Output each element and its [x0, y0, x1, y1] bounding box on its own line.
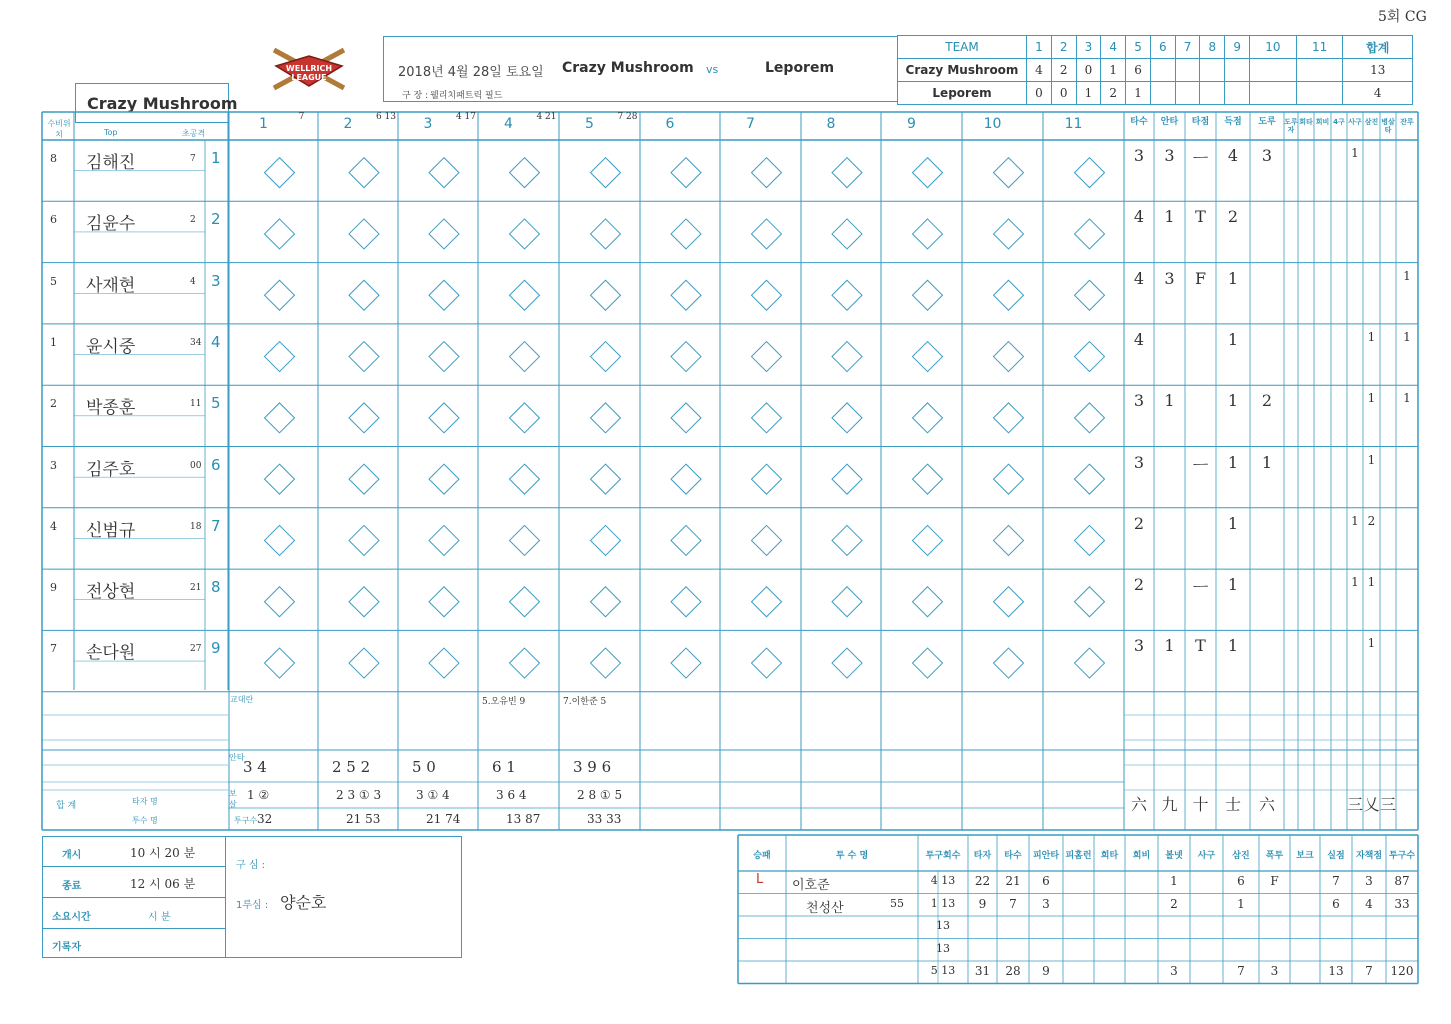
inning-hits: 3 4 — [243, 758, 267, 776]
inning-header: 6 — [665, 116, 675, 132]
pitching-header: 보크 — [1296, 851, 1314, 861]
stat-total: 十 — [1192, 795, 1209, 814]
score-cell: 0 — [1027, 82, 1052, 105]
player-stat: 3 — [1133, 636, 1145, 656]
stat-header: 타수 — [1130, 117, 1148, 127]
pitching-innings: 13 — [936, 919, 950, 932]
player-stat: 1 — [1164, 391, 1175, 411]
player-stat: 1 — [1367, 575, 1376, 590]
player-stat: 1 — [1367, 391, 1376, 406]
player-stat: ㅡ — [1192, 149, 1209, 168]
inning-pitch-count: 33 33 — [587, 812, 622, 826]
batting-order: 9 — [211, 639, 221, 658]
pitching-header: 피홈런 — [1065, 851, 1092, 861]
recorder-label: 기록자 — [52, 942, 81, 953]
stat-header: 도루 — [1258, 117, 1276, 127]
inning-walks: 3 ① 4 — [416, 788, 450, 802]
inning-9: 9 — [1225, 36, 1250, 59]
player-stat: 4 — [1227, 146, 1239, 165]
inning-walks: 2 3 ① 3 — [336, 788, 382, 802]
pitcher-number: 55 — [890, 896, 904, 910]
player-position: 4 — [50, 519, 57, 533]
pitch-count-label: 투구수 — [234, 816, 258, 825]
home-team-name: Crazy Mushroom — [562, 60, 694, 76]
pitching-header: 자책점 — [1355, 851, 1383, 861]
player-stat: 1 — [1261, 452, 1273, 472]
pitching-stat: 7 — [1332, 874, 1340, 888]
pitching-stat: 3 — [1170, 964, 1178, 978]
player-stat: 1 — [1227, 268, 1239, 288]
start-time: 10 시 20 분 — [130, 846, 196, 860]
pitching-stat: 7 — [1009, 896, 1017, 911]
pitching-stat: 4 — [1365, 896, 1373, 911]
total-cell: 13 — [1343, 59, 1413, 82]
player-stat: F — [1194, 268, 1207, 288]
pitching-stat: F — [1270, 874, 1279, 888]
player-stat: 1 — [1351, 575, 1359, 590]
pitcher-name: 천성산 — [806, 900, 844, 916]
inning-header: 9 — [907, 116, 916, 132]
batting-order: 6 — [211, 455, 221, 474]
player-stat: 2 — [1367, 513, 1376, 528]
totals-label: 합 계 — [56, 801, 77, 811]
player-stat: 3 — [1133, 146, 1145, 165]
vs-label: vs — [706, 63, 719, 76]
team-row-1: Crazy Mushroom — [898, 59, 1027, 82]
inning-note: 4 21 — [536, 112, 557, 122]
pitching-stat: 120 — [1390, 964, 1414, 978]
stat-total: 三 — [1347, 795, 1364, 814]
pitcher-label: 투수 명 — [132, 816, 158, 825]
player-stat: 1 — [1227, 636, 1239, 656]
inning-header: 1 — [259, 116, 268, 132]
duration-value: 시 분 — [148, 912, 171, 923]
inning-header: 11 — [1064, 116, 1083, 132]
pitching-header: 볼넷 — [1165, 851, 1183, 861]
first-inning-label: 초공격 — [182, 129, 206, 138]
inning-11: 11 — [1296, 36, 1343, 59]
pitching-stat: 9 — [1042, 964, 1050, 978]
pitching-stat: 3 — [1365, 874, 1373, 888]
start-label: 개시 — [62, 850, 82, 861]
hits-label: 안타 — [229, 753, 245, 762]
player-stat: ㅡ — [1192, 455, 1209, 475]
player-stat: 1 — [1227, 575, 1239, 595]
player-number: 4 — [190, 276, 196, 287]
inning-7: 7 — [1175, 36, 1200, 59]
umpire-label: 구 심 : — [236, 860, 266, 871]
player-name: 사재현 — [86, 275, 136, 296]
inning-header: 4 — [504, 116, 513, 132]
stat-total: 六 — [1130, 795, 1147, 814]
player-stat: 1 — [1164, 636, 1175, 656]
player-stat: 2 — [1133, 513, 1145, 533]
stat-header: 삼진 — [1364, 118, 1379, 126]
batting-order: 4 — [211, 332, 221, 351]
stat-header: 희비 — [1315, 118, 1330, 126]
pitching-header: 희타 — [1100, 851, 1119, 861]
pitching-header: 투구수 — [1388, 851, 1416, 861]
venue-label: 구 장 : — [402, 91, 429, 101]
total-cell: 4 — [1343, 82, 1413, 105]
player-position: 8 — [50, 152, 57, 165]
pitching-header: 폭투 — [1265, 851, 1284, 861]
pitching-stat: 2 — [1170, 896, 1178, 911]
stat-header: 잔루 — [1400, 118, 1414, 126]
team-header: TEAM — [898, 36, 1027, 59]
team-row-2: Leporem — [898, 82, 1027, 105]
player-stat: 3 — [1164, 268, 1175, 288]
score-cell: 1 — [1076, 82, 1101, 105]
inning-header: 2 — [343, 116, 353, 132]
score-cell: 6 — [1126, 59, 1151, 82]
batting-order: 3 — [211, 271, 221, 290]
inning-2: 2 — [1051, 36, 1076, 59]
pitching-innings: 1 13 — [930, 896, 956, 910]
inning-pitch-count: 21 74 — [426, 812, 461, 826]
total-header: 합계 — [1343, 36, 1413, 59]
pitching-innings: 4 13 — [930, 874, 956, 887]
pitching-stat: 1 — [1237, 896, 1245, 911]
corner-note: 5회 CG — [1378, 9, 1427, 25]
batting-order: 5 — [211, 394, 221, 413]
inning-note: 6 13 — [375, 112, 397, 122]
player-position: 5 — [50, 274, 57, 288]
inning-3: 3 — [1076, 36, 1101, 59]
player-name: 손다원 — [86, 643, 136, 664]
inning-hits: 6 1 — [492, 758, 516, 776]
inning-note: 4 17 — [455, 112, 477, 122]
stat-header: 득점 — [1224, 117, 1242, 127]
player-stat: 2 — [1261, 391, 1273, 411]
stat-header: 안타 — [1160, 117, 1179, 127]
first-base-label: 1루심 : — [236, 900, 269, 911]
player-stat: 3 — [1133, 452, 1145, 472]
player-name: 김윤수 — [86, 214, 136, 235]
pitching-header: 타수 — [1004, 851, 1022, 861]
pitching-stat: 9 — [978, 896, 987, 911]
batting-order: 7 — [211, 516, 221, 535]
pitching-stat: 87 — [1394, 874, 1410, 888]
away-team-name: Leporem — [765, 60, 835, 76]
substitution: 7.이한준 5 — [563, 697, 607, 707]
duration-label: 소요시간 — [52, 912, 91, 923]
pitching-stat: 6 — [1237, 874, 1245, 888]
pitching-stat: 7 — [1365, 964, 1373, 978]
inning-walks: 3 6 4 — [496, 788, 527, 802]
player-name: 신범규 — [86, 520, 136, 541]
player-number: 2 — [190, 215, 196, 226]
stat-header: 병살타 — [1381, 118, 1395, 134]
player-position: 2 — [50, 397, 57, 411]
pitching-innings: 13 — [936, 941, 950, 955]
pitching-stat: 6 — [1042, 874, 1050, 888]
stat-total: 九 — [1161, 795, 1178, 814]
player-stat: 1 — [1227, 391, 1239, 411]
batting-order: 1 — [211, 149, 221, 167]
pitching-stat: 7 — [1237, 964, 1245, 978]
inning-walks: 2 8 ① 5 — [577, 788, 623, 802]
score-cell: 2 — [1101, 82, 1126, 105]
player-stat: T — [1195, 636, 1206, 656]
inning-note: 7 — [298, 112, 305, 122]
player-stat: 1 — [1367, 452, 1376, 467]
stat-header: 사구 — [1348, 118, 1362, 126]
sheet-team-name: Crazy Mushroom — [87, 94, 238, 113]
player-stat: 1 — [1367, 636, 1376, 651]
player-stat: 4 — [1133, 268, 1145, 288]
first-base-umpire: 양순호 — [280, 893, 327, 912]
stat-header: 도루자 — [1284, 118, 1298, 134]
end-label: 종료 — [62, 881, 82, 892]
player-number: 27 — [190, 644, 202, 655]
pitching-stat: 21 — [1005, 874, 1021, 888]
stat-header: 타점 — [1191, 117, 1210, 127]
stat-header: 희타 — [1299, 118, 1313, 126]
pitching-header: 타자 — [973, 851, 992, 861]
player-number: 11 — [190, 399, 202, 410]
player-position: 9 — [50, 581, 57, 595]
player-stat: 1 — [1227, 452, 1239, 472]
game-date: 2018년 4월 28일 토요일 — [398, 65, 544, 80]
inning-hits: 5 0 — [412, 758, 436, 776]
player-position: 1 — [50, 335, 57, 349]
inning-header: 10 — [983, 116, 1002, 132]
inning-walks: 1 ② — [247, 788, 270, 802]
player-stat: 4 — [1133, 329, 1145, 349]
pitching-stat: 31 — [974, 964, 991, 978]
player-stat: T — [1195, 207, 1206, 227]
player-name: 김주호 — [86, 459, 136, 480]
player-position: 7 — [50, 642, 57, 656]
pitching-stat: 33 — [1394, 896, 1410, 911]
inning-note: 7 28 — [617, 112, 638, 122]
pitching-stat: 3 — [1270, 964, 1279, 978]
inning-header: 3 — [423, 116, 433, 132]
pitching-header: 승패 — [753, 851, 771, 861]
player-name: 윤시중 — [86, 336, 136, 357]
player-stat: 3 — [1164, 146, 1175, 165]
player-stat: 1 — [1403, 391, 1411, 406]
pitching-header: 투 수 명 — [835, 851, 869, 861]
pitching-header: 실점 — [1327, 851, 1345, 861]
player-stat: 1 — [1403, 329, 1411, 344]
batting-order: 8 — [211, 578, 221, 597]
player-position: 3 — [50, 458, 57, 472]
bb-label: 보살 — [229, 789, 237, 809]
venue-name: 웰리치패트릭 필드 — [430, 91, 503, 101]
pitching-stat: 13 — [1328, 964, 1344, 978]
player-number: 7 — [190, 154, 196, 164]
player-number: 21 — [190, 583, 202, 594]
inning-header: 7 — [746, 116, 755, 132]
inning-8: 8 — [1200, 36, 1225, 59]
player-stat: 3 — [1261, 146, 1273, 165]
pitching-header: 희비 — [1132, 851, 1151, 861]
player-name: 김해진 — [86, 153, 136, 173]
player-stat: 1 — [1351, 146, 1359, 160]
player-number: 00 — [190, 460, 202, 471]
player-position: 6 — [50, 213, 57, 227]
batter-label: 타자 명 — [132, 797, 158, 806]
top-label: Top — [104, 128, 118, 137]
stat-total: 士 — [1224, 795, 1241, 814]
score-cell: 4 — [1027, 59, 1052, 82]
league-logo-text: WELLRICH LEAGUE — [285, 64, 333, 82]
player-stat: 1 — [1227, 513, 1239, 533]
pitching-stat: 6 — [1332, 896, 1340, 911]
pitching-stat: 28 — [1005, 964, 1021, 978]
end-time: 12 시 06 분 — [130, 877, 196, 891]
score-cell: 0 — [1076, 59, 1101, 82]
player-stat: 4 — [1133, 207, 1145, 227]
pitching-header: 삼진 — [1232, 851, 1250, 861]
stat-total: 六 — [1258, 795, 1275, 814]
inning-4: 4 — [1101, 36, 1126, 59]
player-number: 34 — [190, 337, 202, 348]
score-cell: 0 — [1051, 82, 1076, 105]
inning-header: 5 — [585, 116, 594, 132]
player-stat: 1 — [1351, 513, 1359, 528]
pitching-stat: 22 — [974, 874, 991, 888]
score-cell: 2 — [1051, 59, 1076, 82]
pitching-stat: 3 — [1042, 896, 1050, 911]
score-cell: 1 — [1126, 82, 1151, 105]
pos-header: 수비위치 — [47, 119, 71, 139]
batting-order: 2 — [211, 210, 221, 229]
inning-1: 1 — [1027, 36, 1052, 59]
player-stat: 1 — [1164, 207, 1175, 227]
player-name: 박종훈 — [86, 398, 136, 419]
player-stat: 1 — [1403, 268, 1411, 283]
inning-6: 6 — [1150, 36, 1175, 59]
substitution: 5.오유빈 9 — [482, 697, 526, 707]
inning-hits: 3 9 6 — [573, 758, 612, 776]
stat-header: 4구 — [1333, 118, 1345, 126]
stat-total: 三 — [1380, 795, 1397, 814]
pitching-header: 투구회수 — [925, 851, 961, 861]
subs-label: 교대란 — [230, 695, 254, 704]
player-stat: ㅡ — [1192, 578, 1209, 598]
stat-total: 乂 — [1363, 795, 1380, 814]
pitching-header: 피안타 — [1032, 851, 1060, 861]
pitching-header: 사구 — [1197, 851, 1216, 861]
pitching-innings: 5 13 — [930, 964, 956, 977]
player-stat: 2 — [1133, 575, 1145, 595]
score-cell: 1 — [1101, 59, 1126, 82]
player-stat: 3 — [1133, 391, 1145, 411]
inning-pitch-count: 32 — [257, 812, 273, 826]
player-stat: 2 — [1227, 207, 1239, 227]
inning-pitch-count: 21 53 — [346, 812, 381, 826]
pitching-result: L — [756, 872, 764, 887]
inning-hits: 2 5 2 — [332, 758, 371, 776]
inning-5: 5 — [1126, 36, 1151, 59]
inning-header: 8 — [826, 116, 836, 132]
player-stat: 1 — [1227, 329, 1239, 349]
pitching-stat: 1 — [1170, 874, 1178, 888]
inning-10: 10 — [1250, 36, 1297, 59]
pitcher-name: 이호준 — [792, 878, 830, 893]
player-number: 18 — [190, 521, 202, 532]
player-name: 전상현 — [86, 582, 136, 603]
inning-pitch-count: 13 87 — [506, 812, 541, 826]
player-stat: 1 — [1367, 329, 1376, 344]
